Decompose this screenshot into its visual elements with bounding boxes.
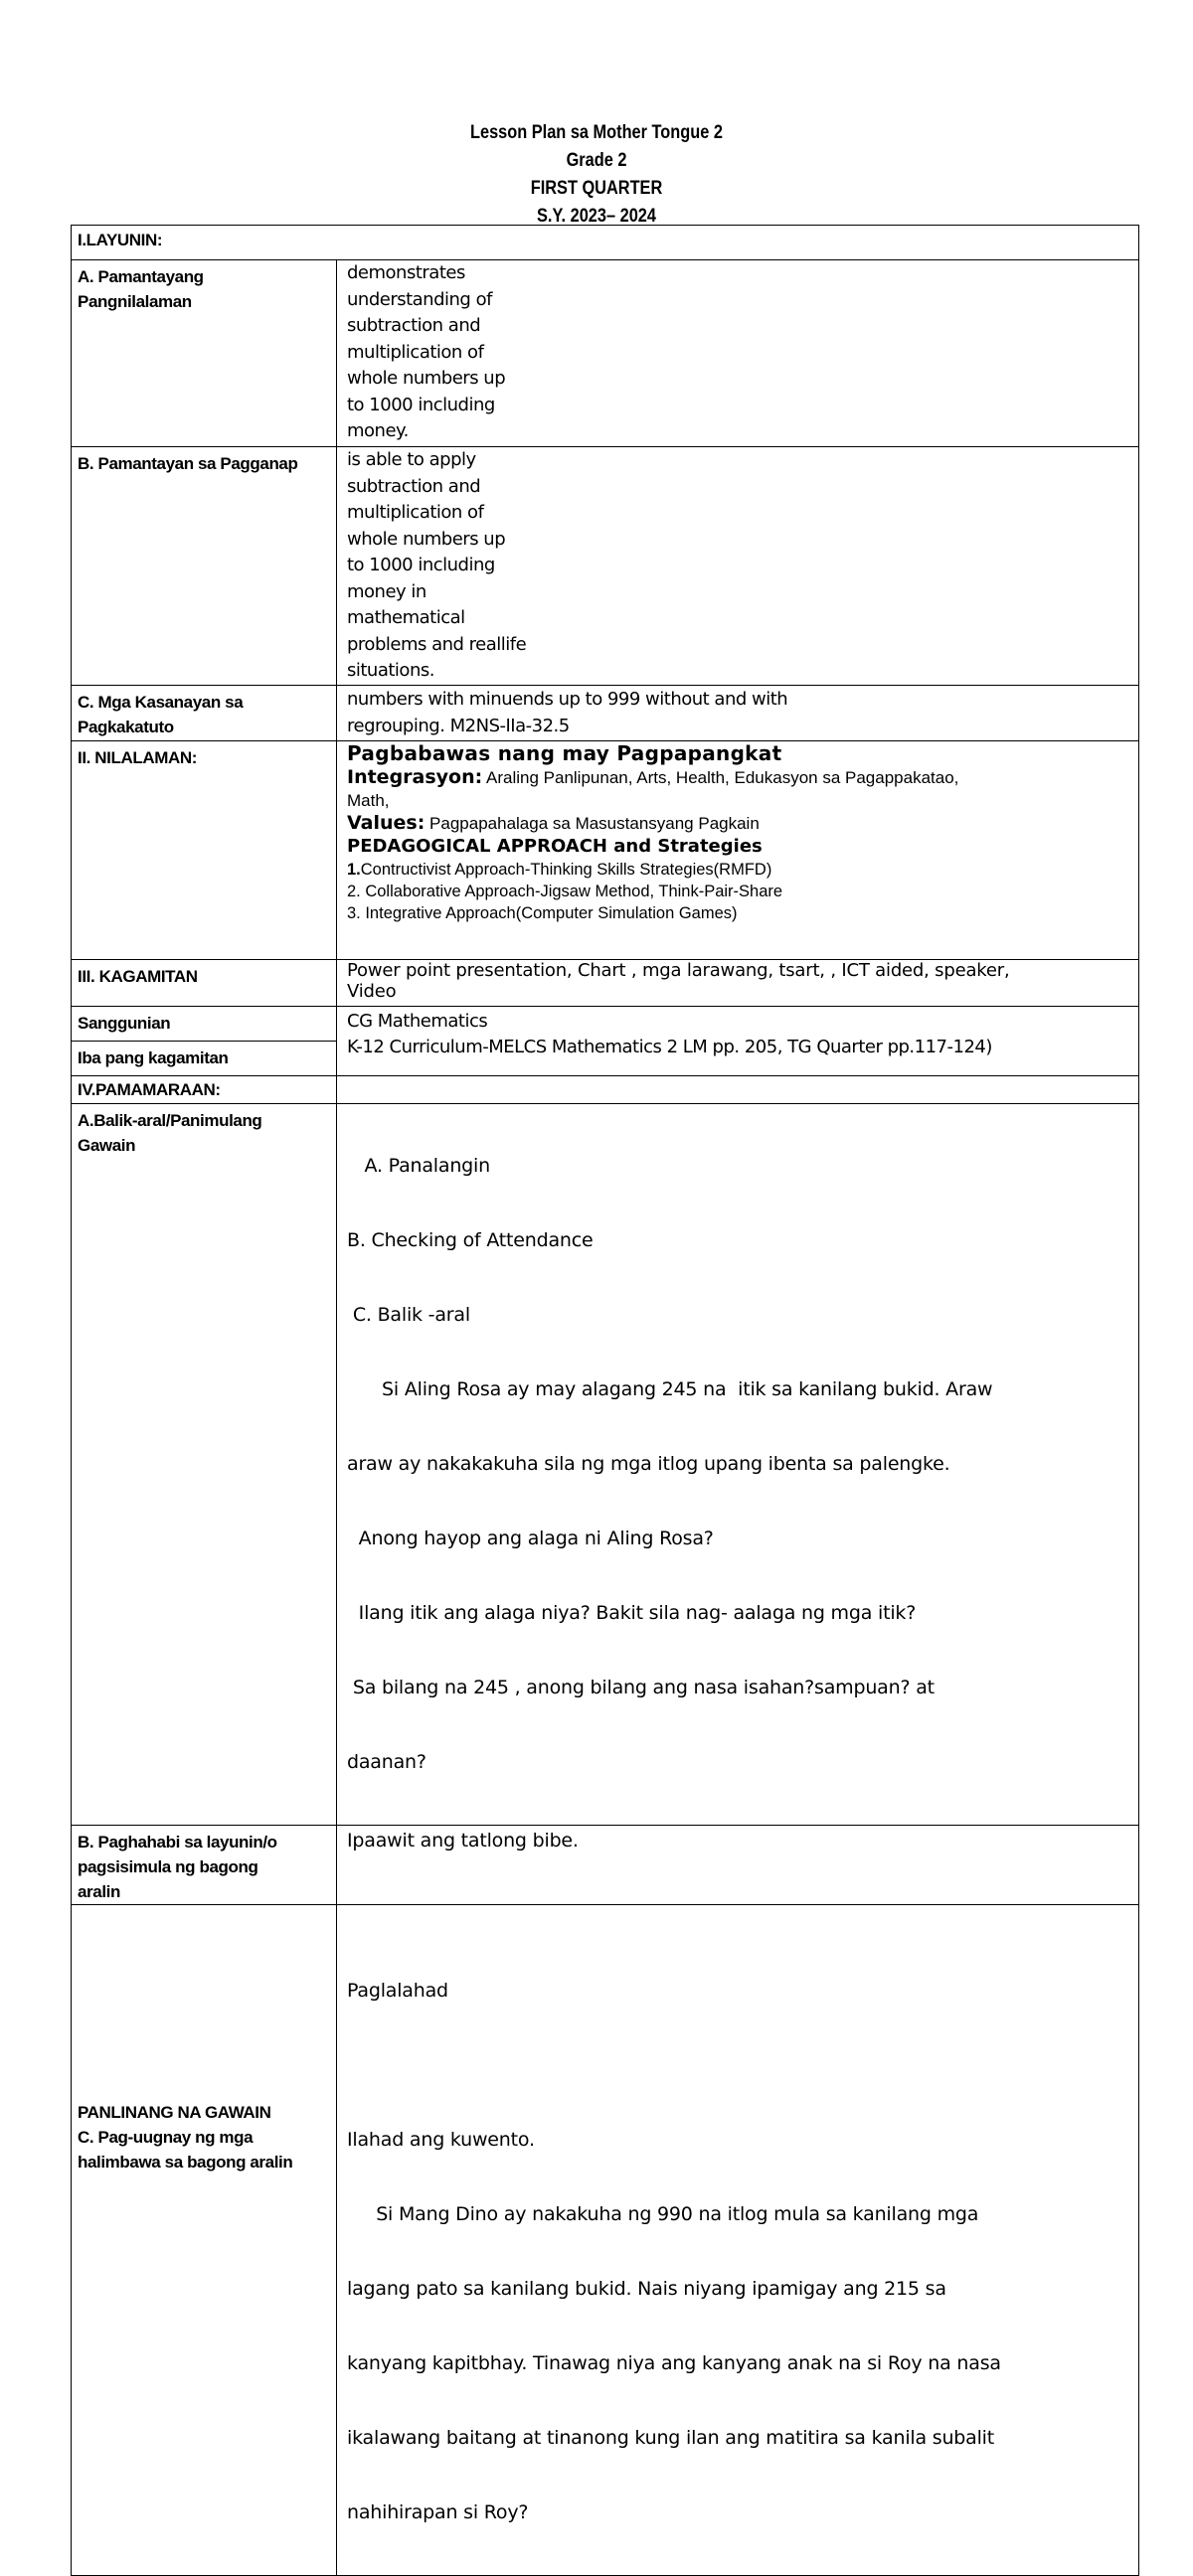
content-line: situations. (347, 660, 434, 681)
label-cell (72, 1904, 337, 2575)
content-line: araw ay nakakakuha sila ng mga itlog upang ibenta sa palengke. (347, 1452, 950, 1475)
content-line: whole numbers up (347, 368, 506, 389)
row-label: C. Pag-uugnay ng mga (78, 2127, 254, 2147)
row-label: halimbawa sa bagong aralin (78, 2152, 293, 2172)
strategy-text: Contructivist Approach-Thinking Skills Strategies(RMFD) (360, 860, 772, 879)
content-cell (337, 447, 1139, 686)
content-line: subtraction and (347, 315, 481, 336)
row-label: C. Mga Kasanayan sa (78, 692, 244, 712)
values-text: Pagpapahalaga sa Masustansyang Pagkain (425, 813, 760, 833)
row-label: Sanggunian (78, 1013, 171, 1033)
document-header (84, 119, 1109, 231)
content-line: subtraction and (347, 475, 481, 497)
pedagogical-heading: PEDAGOGICAL APPROACH and Strategies (347, 835, 763, 857)
label-cell (72, 1006, 337, 1041)
row-layunin (72, 226, 1139, 260)
row-label: A. Pamantayang (78, 267, 204, 286)
label-cell (72, 1103, 337, 1825)
row-label: Pagkakatuto (78, 717, 174, 736)
content-line: to 1000 including (347, 555, 495, 575)
label-cell (72, 447, 337, 686)
row-pamantayan-sa-pagganap (72, 447, 1139, 686)
strategy-item (347, 859, 1128, 881)
row-label: B. Pamantayan sa Pagganap (78, 454, 298, 473)
section-heading: Paglalahad (347, 1979, 448, 2002)
content-line: Ilang itik ang alaga niya? Bakit sila nag- aalaga ng mga itik? (347, 1601, 917, 1624)
content-line: A. Panalangin (347, 1154, 490, 1177)
content-line: to 1000 including (347, 394, 495, 415)
content-line: Video (347, 980, 397, 1002)
content-line: Si Mang Dino ay nakakuha ng 990 na itlog mula sa kanilang mga (347, 2202, 979, 2225)
label-cell (72, 260, 337, 447)
reference-line: K-12 Curriculum-MELCS Mathematics 2 LM pp. 205, TG Quarter pp.117-124) (347, 1037, 992, 1057)
strategy-number: 1. (347, 860, 361, 879)
content-line: kanyang kapitbhay. Tinawag niya ang kanyang anak na si Roy na nasa (347, 2351, 1001, 2374)
lesson-topic: Pagbabawas nang may Pagpapangkat (347, 740, 782, 765)
values-line (347, 812, 1128, 835)
content-cell (337, 1825, 1139, 1904)
content-line: Sa bilang na 245 , anong bilang ang nasa isahan?sampuan? at (347, 1676, 935, 1698)
strategy-item: 3. Integrative Approach(Computer Simulation Games) (347, 903, 738, 922)
integrasyon-line (347, 766, 1128, 789)
content-line: regrouping. M2NS-IIa-32.5 (347, 715, 570, 736)
content-line: understanding of (347, 288, 492, 310)
content-line: Si Aling Rosa ay may alagang 245 na itik sa kanilang bukid. Araw (347, 1377, 993, 1400)
label-cell (72, 685, 337, 740)
row-label: Pangnilalaman (78, 292, 192, 311)
cell-layunin (72, 226, 1139, 260)
row-sanggunian (72, 1006, 1139, 1041)
row-label: Iba pang kagamitan (78, 1047, 229, 1067)
content-line: is able to apply (347, 449, 476, 470)
content-line: whole numbers up (347, 528, 506, 550)
content-cell (337, 959, 1139, 1006)
content-line: Anong hayop ang alaga ni Aling Rosa? (347, 1527, 714, 1549)
content-line: Power point presentation, Chart , mga larawang, tsart, , ICT aided, speaker, (347, 959, 1010, 981)
content-line: B. Checking of Attendance (347, 1228, 594, 1251)
content-line: mathematical (347, 607, 465, 628)
header-grade: Grade 2 (566, 150, 627, 171)
content-line: daanan? (347, 1750, 426, 1773)
row-pag-uugnay (72, 1904, 1139, 2575)
row-label: II. NILALAMAN: (78, 747, 197, 767)
label-cell (72, 1041, 337, 1075)
row-label: IV.PAMAMARAAN: (78, 1079, 221, 1099)
row-balik-aral (72, 1103, 1139, 1825)
row-label: pagsisimula ng bagong (78, 1856, 258, 1876)
content-cell (337, 740, 1139, 959)
content-line: multiplication of (347, 341, 484, 363)
integrasyon-label: Integrasyon: (347, 765, 483, 788)
header-title: Lesson Plan sa Mother Tongue 2 (470, 122, 723, 143)
content-line: numbers with minuends up to 999 without and with (347, 688, 788, 710)
row-label: aralin (78, 1881, 120, 1901)
content-line: money. (347, 420, 409, 441)
row-label: III. KAGAMITAN (78, 966, 198, 986)
label-cell (72, 1075, 337, 1103)
label-cell (72, 740, 337, 959)
content-line: problems and reallife (347, 633, 527, 655)
values-label: Values: (347, 811, 426, 834)
row-label: A.Balik-aral/Panimulang (78, 1110, 262, 1130)
label-cell (72, 959, 337, 1006)
row-nilalaman (72, 740, 1139, 959)
section-label-layunin: I.LAYUNIN: (78, 231, 163, 249)
row-kagamitan (72, 959, 1139, 1006)
content-cell (337, 260, 1139, 447)
lesson-plan-table (71, 225, 1139, 2576)
header-school-year: S.Y. 2023– 2024 (537, 206, 656, 227)
spacer (347, 2053, 1128, 2078)
content-line: Ipaawit ang tatlong bibe. (347, 1829, 579, 1852)
content-cell (337, 685, 1139, 740)
content-cell (337, 1075, 1139, 1103)
content-cell (337, 1103, 1139, 1825)
label-cell (72, 1825, 337, 1904)
content-line: C. Balik -aral (347, 1303, 470, 1326)
row-label: Gawain (78, 1135, 136, 1155)
content-line: money in (347, 580, 426, 602)
content-line: multiplication of (347, 502, 484, 523)
content-cell (337, 1904, 1139, 2575)
content-cell (337, 1006, 1139, 1075)
row-pamantayang-pangnilalaman (72, 260, 1139, 447)
row-label: B. Paghahabi sa layunin/o (78, 1832, 277, 1852)
reference-line: CG Mathematics (347, 1010, 488, 1032)
integrasyon-text: Araling Panlipunan, Arts, Health, Edukasyon sa Pagappakatao, (482, 767, 959, 787)
integrasyon-line-2: Math, (347, 790, 390, 810)
row-kasanayan (72, 685, 1139, 740)
row-paghahabi (72, 1825, 1139, 1904)
content-line: nahihirapan si Roy? (347, 2500, 529, 2523)
content-line: ikalawang baitang at tinanong kung ilan ang matitira sa kanila subalit (347, 2426, 995, 2449)
content-line: Ilahad ang kuwento. (347, 2128, 535, 2151)
row-pamamaraan (72, 1075, 1139, 1103)
header-quarter: FIRST QUARTER (530, 178, 663, 199)
strategy-item: 2. Collaborative Approach-Jigsaw Method, Think-Pair-Share (347, 882, 783, 900)
row-label: PANLINANG NA GAWAIN (78, 2102, 271, 2122)
content-line: lagang pato sa kanilang bukid. Nais niyang ipamigay ang 215 sa (347, 2277, 946, 2300)
content-line: demonstrates (347, 262, 465, 283)
